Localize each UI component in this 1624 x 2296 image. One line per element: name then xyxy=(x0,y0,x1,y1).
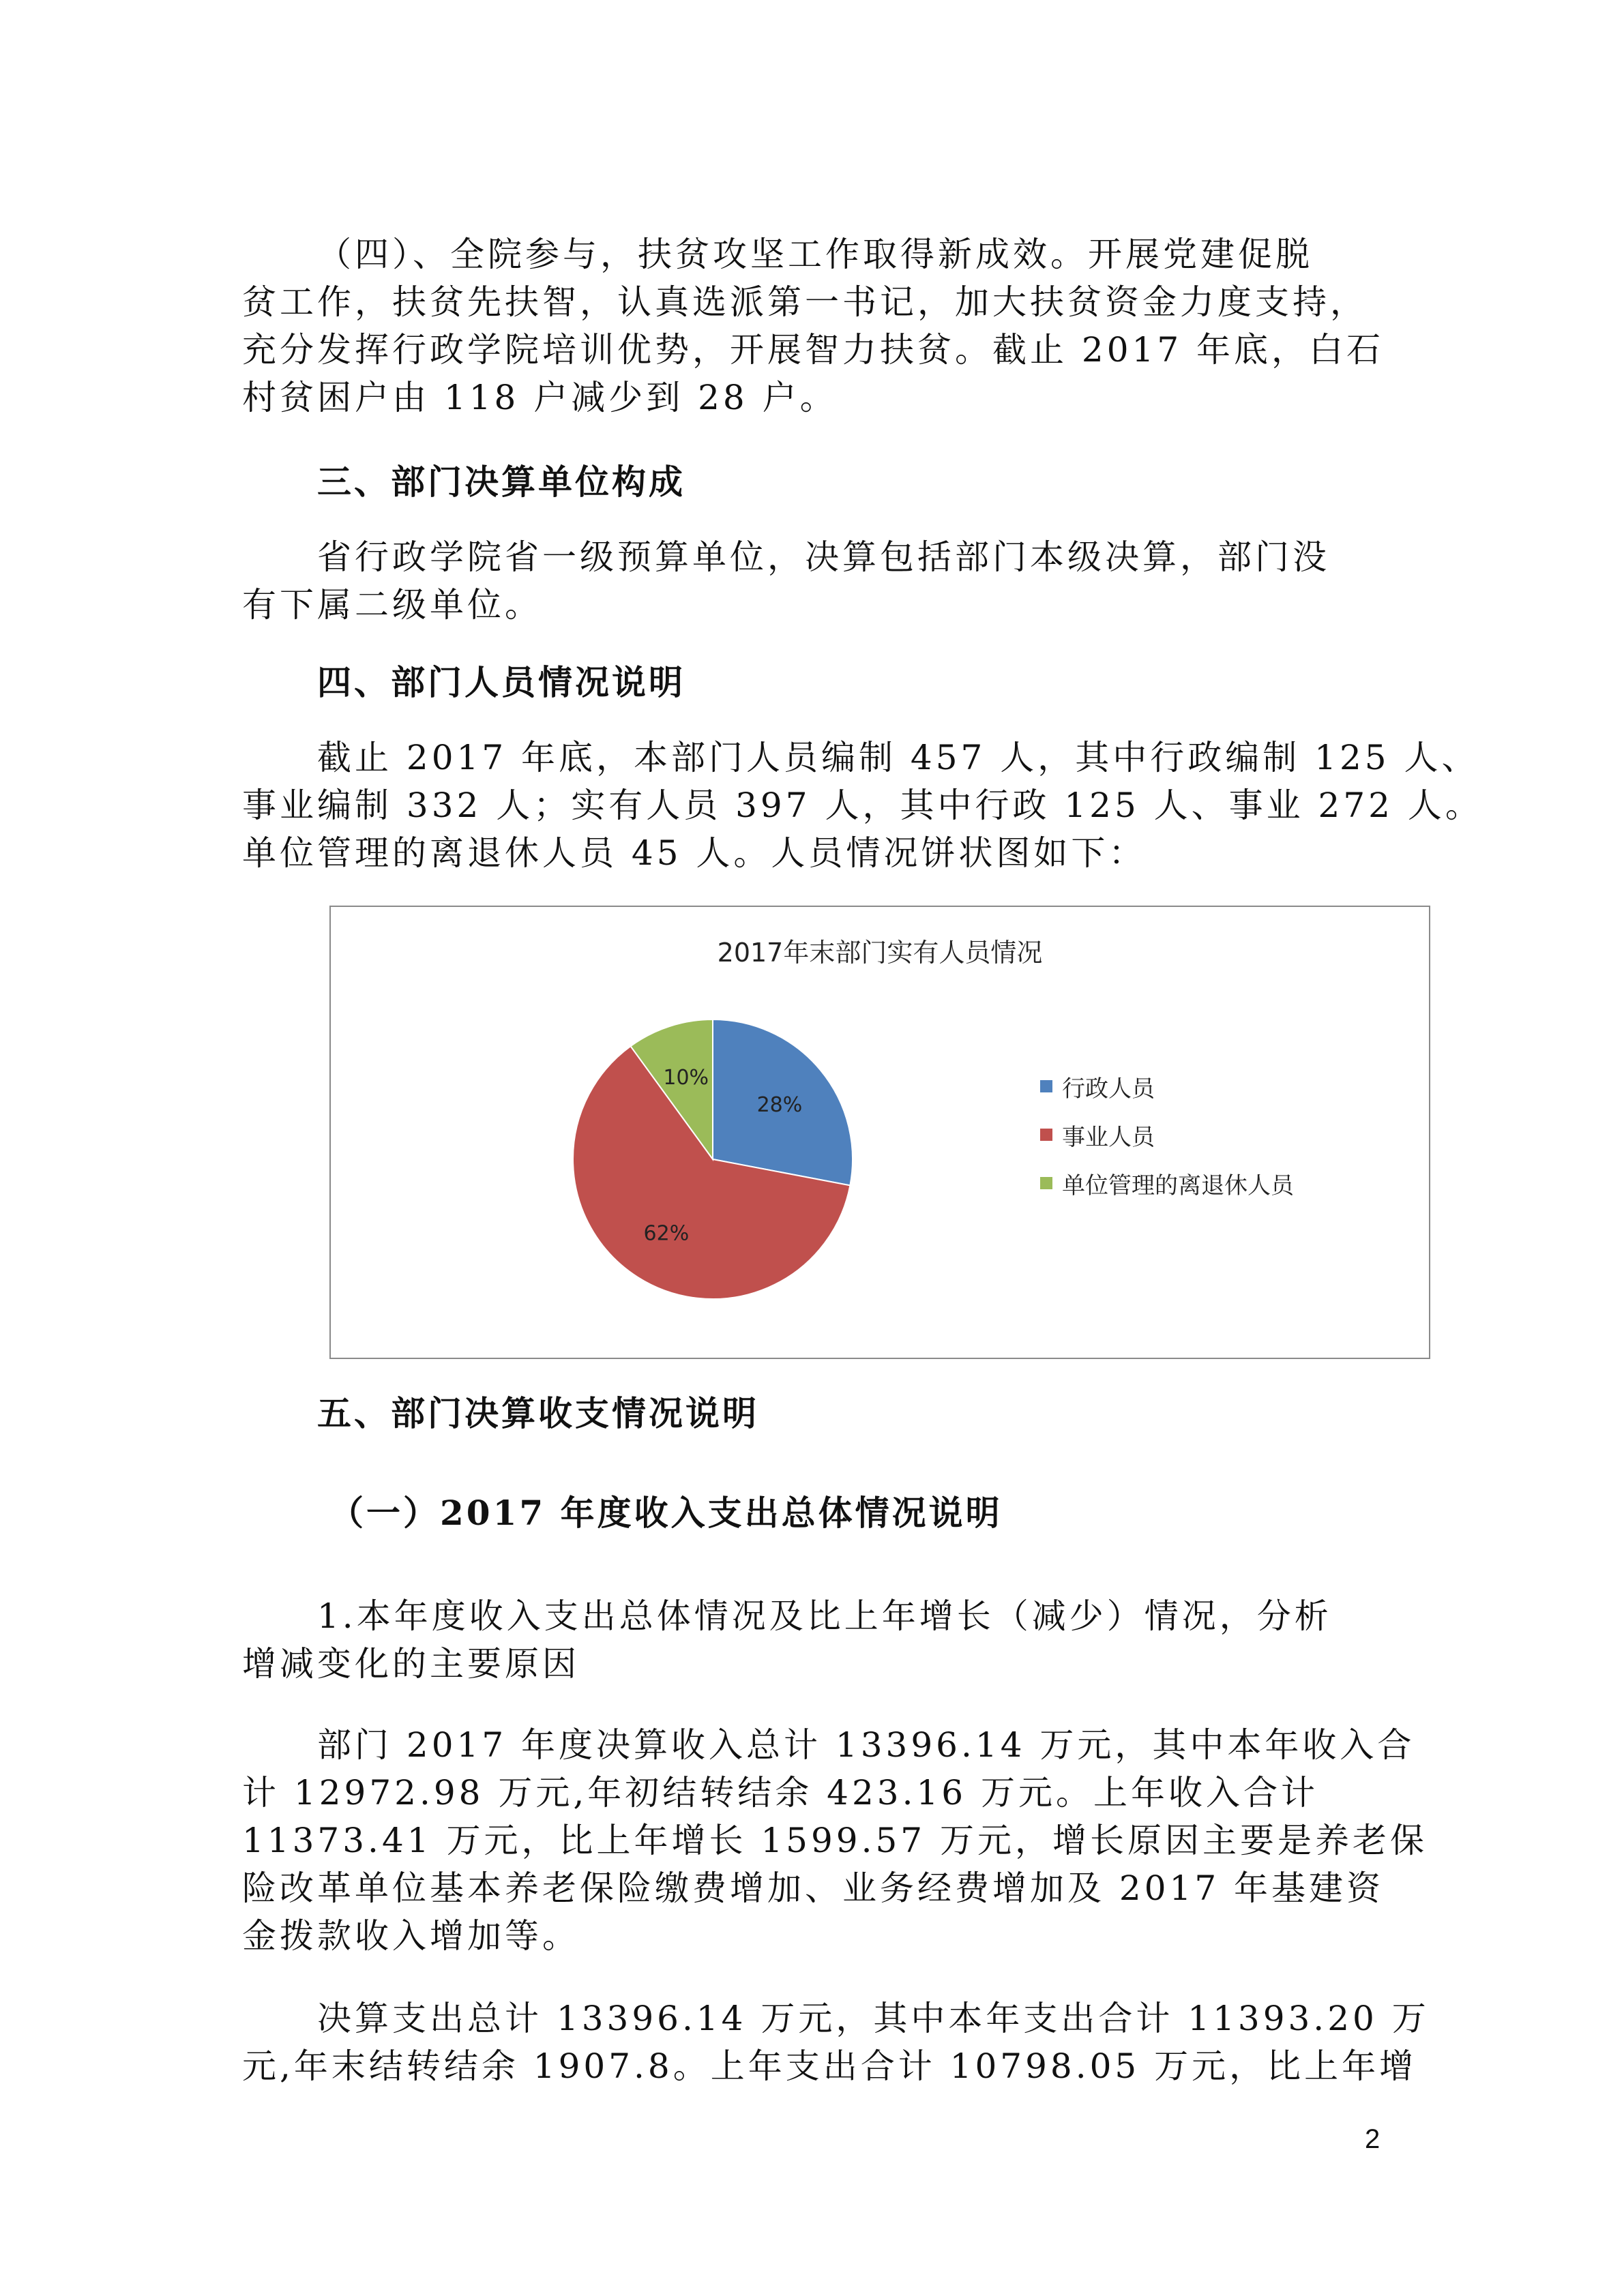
chart-legend xyxy=(1040,1075,1294,1220)
text-line: 元,年末结转结余 1907.8。上年支出合计 10798.05 万元，比上年增 xyxy=(242,2046,1417,2086)
page-number: 2 xyxy=(1365,2124,1381,2154)
legend-label: 事业人员 xyxy=(1062,1123,1155,1151)
expense-paragraph xyxy=(242,1995,1430,2090)
text-line: 决算支出总计 13396.14 万元，其中本年支出合计 11393.20 万 xyxy=(317,1999,1430,2038)
text-line: （四）、全院参与，扶贫攻坚工作取得新成效。开展党建促脱 xyxy=(317,235,1313,274)
legend-swatch xyxy=(1040,1080,1052,1092)
text-line: 金拨款收入增加等。 xyxy=(242,1916,580,1956)
text-line: 有下属二级单位。 xyxy=(242,585,542,625)
heading-units: 三、部门决算单位构成 xyxy=(317,462,685,502)
text-line: 增减变化的主要原因 xyxy=(242,1644,580,1684)
heading-staff: 四、部门人员情况说明 xyxy=(317,662,685,702)
subheading-budget-overview: （一）2017 年度收入支出总体情况说明 xyxy=(329,1493,1003,1533)
text-line: 1.本年度收入支出总体情况及比上年增长（减少）情况，分析 xyxy=(317,1596,1332,1636)
legend-label: 行政人员 xyxy=(1062,1075,1155,1103)
pie-data-label: 10% xyxy=(663,1066,709,1090)
heading-budget: 五、部门决算收支情况说明 xyxy=(317,1393,759,1433)
text-line: 村贫困户由 118 户减少到 28 户。 xyxy=(242,378,838,417)
text-line: 截止 2017 年底，本部门人员编制 457 人，其中行政编制 125 人、 xyxy=(317,738,1479,777)
pie-data-label: 62% xyxy=(643,1221,690,1246)
text-line: 险改革单位基本养老保险缴费增加、业务经费增加及 2017 年基建资 xyxy=(242,1868,1385,1908)
legend-item xyxy=(1040,1123,1294,1151)
text-line: 单位管理的离退休人员 45 人。人员情况饼状图如下： xyxy=(242,833,1147,873)
staff-paragraph xyxy=(242,734,1483,877)
units-paragraph xyxy=(242,533,1374,629)
legend-item xyxy=(1040,1075,1294,1103)
text-line: 11373.41 万元，比上年增长 1599.57 万元，增长原因主要是养老保 xyxy=(242,1821,1428,1860)
poverty-paragraph xyxy=(242,230,1385,421)
legend-swatch xyxy=(1040,1129,1052,1141)
pie-data-label: 28% xyxy=(756,1092,803,1117)
text-line: 事业编制 332 人；实有人员 397 人，其中行政 125 人、事业 272 人。 xyxy=(242,786,1483,825)
text-line: 充分发挥行政学院培训优势，开展智力扶贫。截止 2017 年底，白石 xyxy=(242,330,1385,370)
income-paragraph xyxy=(242,1721,1428,1960)
text-line: 部门 2017 年度决算收入总计 13396.14 万元，其中本年收入合 xyxy=(317,1725,1415,1765)
text-line: 计 12972.98 万元,年初结转结余 423.16 万元。上年收入合计 xyxy=(242,1773,1318,1813)
text-line: 贫工作，扶贫先扶智，认真选派第一书记，加大扶贫资金力度支持， xyxy=(242,282,1368,322)
staff-pie-chart xyxy=(329,906,1430,1359)
chart-title: 2017年末部门实有人员情况 xyxy=(717,938,1043,968)
legend-swatch xyxy=(1040,1177,1052,1189)
item1-paragraph xyxy=(242,1592,1374,1688)
text-line: 省行政学院省一级预算单位，决算包括部门本级决算，部门没 xyxy=(317,537,1330,577)
legend-label: 单位管理的离退休人员 xyxy=(1062,1172,1294,1199)
legend-item xyxy=(1040,1172,1294,1199)
